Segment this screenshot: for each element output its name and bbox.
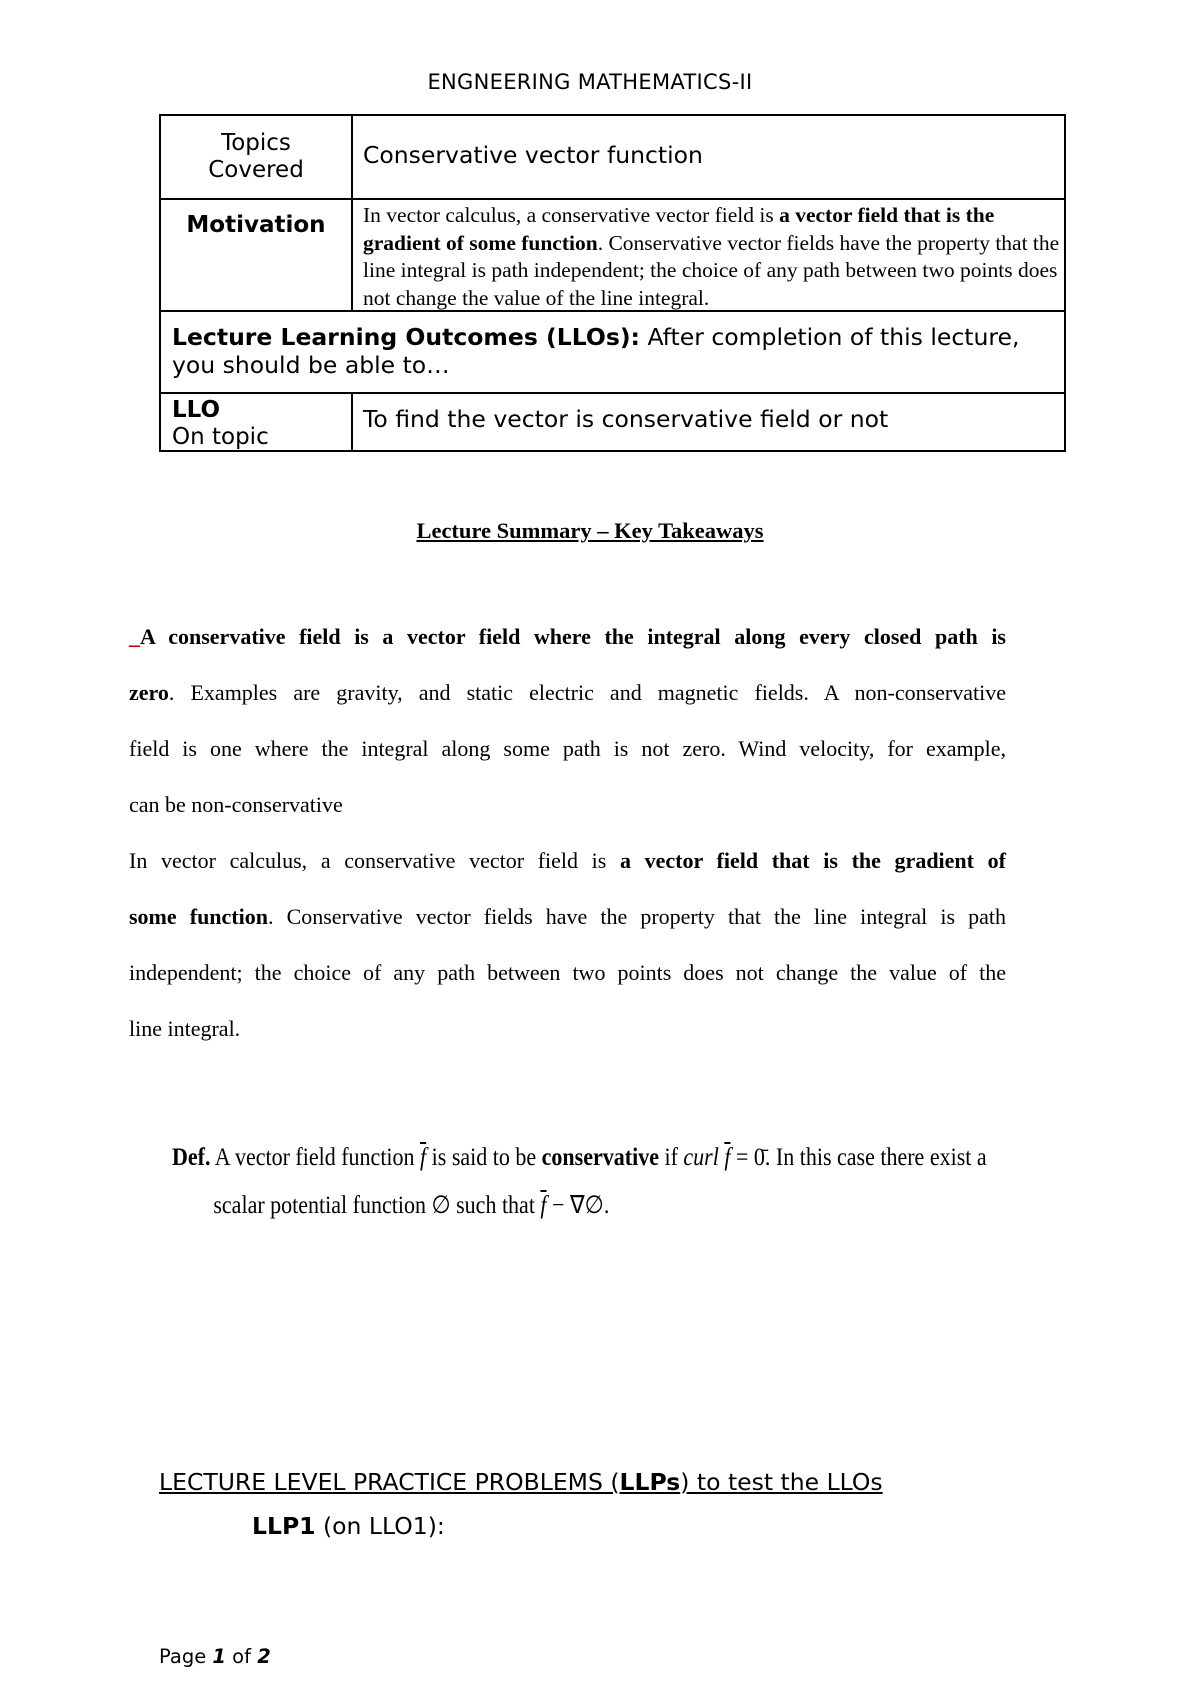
summary-p1-line2	[129, 678, 1006, 734]
definition-line2-eq: − ∇∅.	[546, 1192, 610, 1219]
definition-text2: is said to be	[426, 1144, 542, 1171]
practice-heading-text2: ) to test the LLOs	[680, 1468, 883, 1496]
footer-total-pages: 2	[257, 1645, 271, 1668]
llo-label	[161, 394, 351, 450]
footer-page-word: Page	[159, 1645, 213, 1668]
definition-line2-text: scalar potential function ∅ such that	[213, 1192, 541, 1219]
llo-value: To find the vector is conservative field or not	[363, 405, 889, 433]
llo-intro	[161, 312, 1064, 392]
definition-line1	[172, 1144, 987, 1172]
llp1-label	[252, 1512, 445, 1540]
vector-f-symbol-2: $\overline{f}$	[724, 1144, 731, 1171]
llo-intro-text: After completion of this lecture, you should be able to…	[172, 323, 1020, 379]
topics-value: Conservative vector function	[363, 141, 703, 169]
definition-line2	[172, 1190, 946, 1220]
practice-heading	[159, 1468, 883, 1496]
topics-label-line1: Topics	[221, 130, 291, 156]
red-dash-marker: _	[129, 624, 140, 649]
summary-p2-line2	[129, 902, 1006, 958]
topics-row	[160, 115, 1065, 199]
summary-p2-line3: independent; the choice of any path between two points does not change the value of the	[129, 960, 1006, 985]
summary-p1-line3: field is one where the integral along some path is not zero. Wind velocity, for example,	[129, 736, 1006, 761]
definition-text3: if	[658, 1144, 684, 1171]
summary-p2-line1	[129, 846, 1006, 902]
summary-p2-line1-bold: a vector field that is the gradient of	[619, 848, 1006, 873]
vector-f-symbol-3: $\overline{f}$	[540, 1192, 547, 1219]
page-footer	[159, 1645, 271, 1668]
practice-heading-bold: LLPs	[619, 1468, 681, 1496]
definition-conservative-word: conservative	[541, 1144, 659, 1171]
footer-current-page: 1	[212, 1645, 226, 1668]
llp1-text: (on LLO1):	[315, 1512, 445, 1540]
summary-p2-line2-bold: some function	[129, 904, 268, 929]
summary-heading: Lecture Summary – Key Takeaways	[416, 518, 764, 543]
motivation-row	[160, 199, 1065, 311]
llo-intro-row	[160, 311, 1065, 393]
definition-label: Def.	[172, 1144, 211, 1171]
summary-p1-line2-bold: zero	[129, 680, 169, 705]
topics-label-line2: Covered	[208, 157, 304, 183]
summary-p1-line1	[129, 622, 1006, 678]
summary-body	[129, 622, 1006, 1070]
summary-p1-line2-text: . Examples are gravity, and static electric and magnetic fields. A non-conservative	[168, 680, 1006, 705]
summary-p2-line1-text: In vector calculus, a conservative vector field is	[129, 848, 620, 873]
motivation-label: Motivation	[186, 212, 326, 238]
motivation-text	[353, 200, 1064, 310]
document-title: ENGNEERING MATHEMATICS-II	[427, 70, 753, 94]
motivation-text-part1: In vector calculus, a conservative vector field is	[363, 203, 780, 227]
summary-p2-line2-text: . Conservative vector fields have the property that the line integral is path	[267, 904, 1006, 929]
llp1-bold: LLP1	[252, 1512, 316, 1540]
llo-label-text: On topic	[172, 424, 269, 450]
summary-p1-line4: can be non-conservative	[129, 792, 343, 817]
vector-f-symbol: $\overline{f}$	[420, 1144, 427, 1171]
motivation-text-part2: . Conservative vector fields have the property that the line integral is path independent; the choice of any path between two points does not change the value of the line integral.	[363, 230, 1060, 310]
llo-intro-heading: Lecture Learning Outcomes (LLOs):	[172, 323, 640, 351]
motivation-text-bold: a vector field that is the gradient of some function	[363, 203, 995, 255]
summary-p2-line4: line integral.	[129, 1016, 241, 1041]
practice-heading-text1: LECTURE LEVEL PRACTICE PROBLEMS (	[159, 1468, 620, 1496]
definition-text1: A vector field function	[210, 1144, 421, 1171]
llo-row	[160, 393, 1065, 451]
footer-of-word: of	[225, 1645, 258, 1668]
definition-block	[172, 1144, 987, 1220]
topics-label	[161, 116, 351, 198]
definition-equals-zero: = 0̄. In this case there exist a	[730, 1144, 987, 1171]
curl-symbol: curl	[683, 1144, 719, 1171]
llo-label-bold: LLO	[172, 397, 221, 423]
summary-p1-line1-bold: A conservative field is a vector field where the integral along every closed path is	[140, 624, 1006, 649]
lecture-info-table	[159, 114, 1066, 452]
